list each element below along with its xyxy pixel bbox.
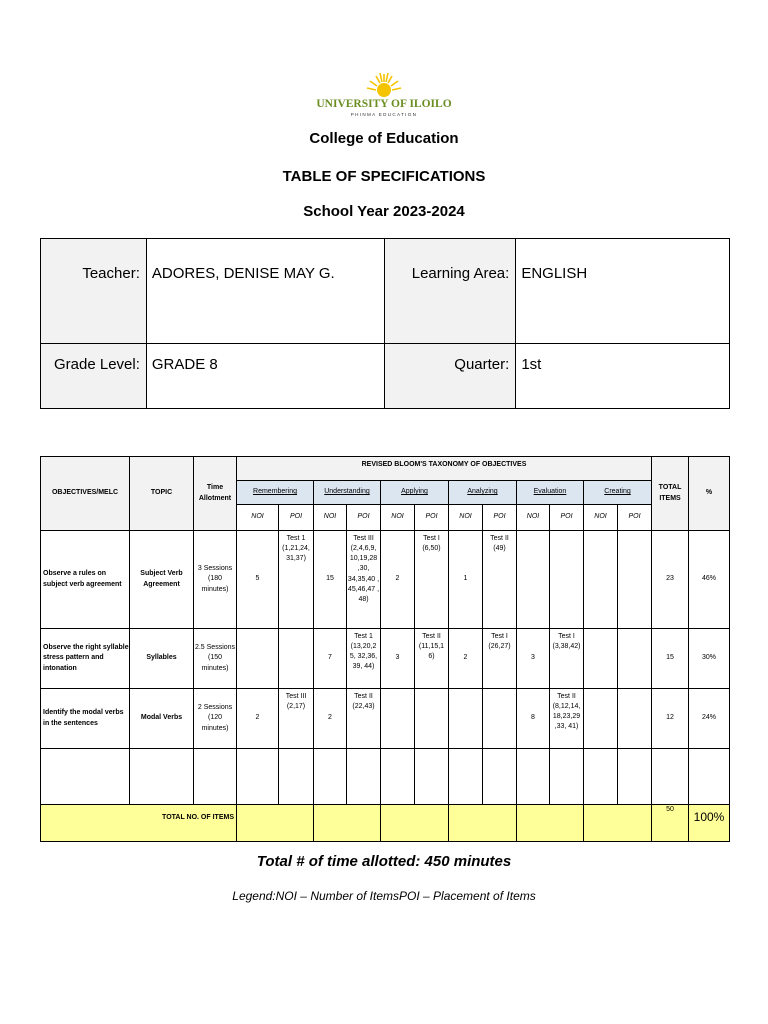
objective-cell: Identify the modal verbs in the sentences bbox=[41, 689, 130, 749]
total-level-cell bbox=[381, 805, 449, 842]
noi-cell bbox=[517, 531, 550, 629]
teacher-info-table bbox=[40, 238, 730, 409]
total-level-cell bbox=[449, 805, 517, 842]
topic-cell: Subject Verb Agreement bbox=[130, 531, 194, 629]
poi-cell: Test II (8,12,14, 18,23,29 ,33, 41) bbox=[550, 689, 584, 749]
objective-cell: Observe a rules on subject verb agreement bbox=[41, 531, 130, 629]
poi-cell: Test I (6,50) bbox=[415, 531, 449, 629]
logo-subtext: PHINMA EDUCATION bbox=[350, 112, 418, 117]
noi-cell: 2 bbox=[381, 531, 415, 629]
noi-subheader: NOI bbox=[314, 505, 347, 531]
total-level-cell bbox=[584, 805, 652, 842]
table-row bbox=[41, 689, 730, 749]
total-level-cell bbox=[314, 805, 381, 842]
poi-cell bbox=[550, 531, 584, 629]
legend: Legend:NOI – Number of ItemsPOI – Placement of Items bbox=[232, 889, 536, 903]
poi-cell: Test 1 (13,20,2 5, 32,36, 39, 44) bbox=[347, 629, 381, 689]
teacher-name: ADORES, DENISE MAY G. bbox=[146, 239, 385, 344]
noi-cell: 3 bbox=[381, 629, 415, 689]
noi-cell: 2 bbox=[449, 629, 483, 689]
sun-icon bbox=[367, 73, 401, 97]
empty-cell bbox=[279, 749, 314, 805]
logo-wordmark: UNIVERSITY OF ILOILO bbox=[316, 98, 452, 110]
empty-row bbox=[41, 749, 730, 805]
total-items-cell: 23 bbox=[652, 531, 689, 629]
poi-subheader: POI bbox=[550, 505, 584, 531]
poi-cell bbox=[483, 689, 517, 749]
total-items-label: TOTAL NO. OF ITEMS bbox=[41, 805, 237, 842]
poi-cell bbox=[415, 689, 449, 749]
college-name: College of Education bbox=[309, 130, 459, 147]
empty-cell bbox=[517, 749, 550, 805]
noi-subheader: NOI bbox=[381, 505, 415, 531]
grand-percent-cell: 100% bbox=[689, 805, 730, 842]
empty-cell bbox=[347, 749, 381, 805]
time-allotment-cell: 2 Sessions (120 minutes) bbox=[194, 689, 237, 749]
noi-cell: 3 bbox=[517, 629, 550, 689]
noi-cell bbox=[449, 689, 483, 749]
empty-cell bbox=[130, 749, 194, 805]
quarter-label: Quarter: bbox=[385, 344, 516, 409]
empty-cell bbox=[449, 749, 483, 805]
total-items-cell: 12 bbox=[652, 689, 689, 749]
empty-cell bbox=[483, 749, 517, 805]
teacher-label: Teacher: bbox=[41, 239, 147, 344]
noi-cell: 8 bbox=[517, 689, 550, 749]
noi-cell bbox=[381, 689, 415, 749]
poi-subheader: POI bbox=[279, 505, 314, 531]
noi-cell bbox=[584, 629, 618, 689]
poi-cell: Test II (49) bbox=[483, 531, 517, 629]
noi-cell: 2 bbox=[237, 689, 279, 749]
level-header-analyzing: Analyzing bbox=[449, 481, 517, 505]
grade-level-label: Grade Level: bbox=[41, 344, 147, 409]
total-time-allotted: Total # of time allotted: 450 minutes bbox=[256, 853, 512, 870]
empty-cell bbox=[194, 749, 237, 805]
empty-cell bbox=[381, 749, 415, 805]
noi-cell: 2 bbox=[314, 689, 347, 749]
poi-subheader: POI bbox=[483, 505, 517, 531]
time-allotment-header: Time Allotment bbox=[194, 457, 237, 531]
percent-header: % bbox=[689, 457, 730, 531]
empty-cell bbox=[652, 749, 689, 805]
percent-cell: 46% bbox=[689, 531, 730, 629]
noi-cell bbox=[584, 531, 618, 629]
noi-cell: 1 bbox=[449, 531, 483, 629]
time-allotment-cell: 2.5 Sessions (150 minutes) bbox=[194, 629, 237, 689]
percent-cell: 30% bbox=[689, 629, 730, 689]
grand-total-cell: 50 bbox=[652, 805, 689, 842]
school-year: School Year 2023-2024 bbox=[303, 203, 465, 220]
percent-cell: 24% bbox=[689, 689, 730, 749]
poi-cell bbox=[618, 629, 652, 689]
poi-subheader: POI bbox=[347, 505, 381, 531]
topic-header: TOPIC bbox=[130, 457, 194, 531]
total-level-cell bbox=[237, 805, 314, 842]
objective-cell: Observe the right syllable stress pattern and intonation bbox=[41, 629, 130, 689]
empty-cell bbox=[584, 749, 618, 805]
poi-subheader: POI bbox=[618, 505, 652, 531]
poi-cell: Test II (11,15,1 6) bbox=[415, 629, 449, 689]
poi-cell bbox=[618, 531, 652, 629]
noi-cell: 7 bbox=[314, 629, 347, 689]
empty-cell bbox=[689, 749, 730, 805]
total-row bbox=[41, 805, 730, 842]
empty-cell bbox=[41, 749, 130, 805]
learning-area-value: ENGLISH bbox=[516, 239, 730, 344]
empty-cell bbox=[415, 749, 449, 805]
noi-subheader: NOI bbox=[449, 505, 483, 531]
noi-subheader: NOI bbox=[517, 505, 550, 531]
objectives-header: OBJECTIVES/MELC bbox=[41, 457, 130, 531]
empty-cell bbox=[550, 749, 584, 805]
time-allotment-cell: 3 Sessions (180 minutes) bbox=[194, 531, 237, 629]
noi-subheader: NOI bbox=[584, 505, 618, 531]
empty-cell bbox=[314, 749, 347, 805]
noi-cell bbox=[237, 629, 279, 689]
table-row bbox=[41, 629, 730, 689]
total-items-cell: 15 bbox=[652, 629, 689, 689]
poi-cell: Test III (2,17) bbox=[279, 689, 314, 749]
level-header-understanding: Understanding bbox=[314, 481, 381, 505]
topic-cell: Modal Verbs bbox=[130, 689, 194, 749]
total-level-cell bbox=[517, 805, 584, 842]
poi-cell: Test 1 (1,21,24, 31,37) bbox=[279, 531, 314, 629]
poi-subheader: POI bbox=[415, 505, 449, 531]
poi-cell: Test I (3,38,42) bbox=[550, 629, 584, 689]
poi-cell: Test I (26,27) bbox=[483, 629, 517, 689]
level-header-applying: Applying bbox=[381, 481, 449, 505]
specification-table bbox=[40, 456, 730, 842]
noi-cell: 15 bbox=[314, 531, 347, 629]
empty-cell bbox=[618, 749, 652, 805]
learning-area-label: Learning Area: bbox=[385, 239, 516, 344]
poi-cell bbox=[618, 689, 652, 749]
empty-cell bbox=[237, 749, 279, 805]
topic-cell: Syllables bbox=[130, 629, 194, 689]
quarter-value: 1st bbox=[516, 344, 730, 409]
poi-cell: Test III (2,4,6,9, 10,19,28 ,30, 34,35,40 , 45,46,47 , 48) bbox=[347, 531, 381, 629]
university-logo bbox=[316, 70, 452, 120]
level-header-evaluation: Evaluation bbox=[517, 481, 584, 505]
noi-cell: 5 bbox=[237, 531, 279, 629]
document-title: TABLE OF SPECIFICATIONS bbox=[282, 168, 486, 185]
taxonomy-header: REVISED BLOOM'S TAXONOMY OF OBJECTIVES bbox=[237, 457, 652, 481]
table-row bbox=[41, 531, 730, 629]
level-header-creating: Creating bbox=[584, 481, 652, 505]
noi-subheader: NOI bbox=[237, 505, 279, 531]
noi-cell bbox=[584, 689, 618, 749]
poi-cell bbox=[279, 629, 314, 689]
poi-cell: Test II (22,43) bbox=[347, 689, 381, 749]
total-items-header: TOTAL ITEMS bbox=[652, 457, 689, 531]
level-header-remembering: Remembering bbox=[237, 481, 314, 505]
grade-level-value: GRADE 8 bbox=[146, 344, 385, 409]
